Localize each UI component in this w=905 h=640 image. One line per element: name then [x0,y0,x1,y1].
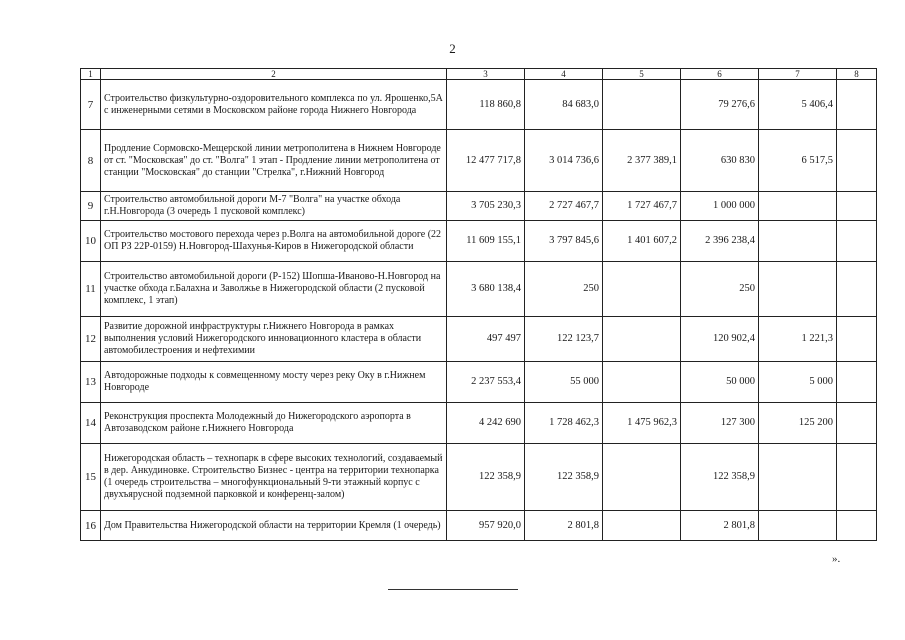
column-header: 7 [759,69,837,80]
value-cell-col4: 250 [525,262,603,317]
value-cell-col6: 120 902,4 [681,317,759,362]
value-cell-col6: 1 000 000 [681,192,759,221]
value-cell-col8 [837,80,877,130]
value-cell-col4: 2 801,8 [525,511,603,541]
project-name-cell: Развитие дорожной инфраструктуры г.Нижнего Новгорода в рамках выполнения условий Нижегородского инновационного кластера в области автомобилестроения и нефтехимии [101,317,447,362]
row-number-cell: 12 [81,317,101,362]
column-header: 8 [837,69,877,80]
value-cell-col7 [759,262,837,317]
value-cell-col4: 3 014 736,6 [525,130,603,192]
value-cell-col7 [759,511,837,541]
project-name-cell: Строительство мостового перехода через р.Волга на автомобильной дороге (22 ОП РЗ 22Р-0159) Н.Новгород-Шахунья-Киров в Нижегородской области [101,221,447,262]
table-body [81,69,877,541]
column-header: 3 [447,69,525,80]
value-cell-col4: 2 727 467,7 [525,192,603,221]
value-cell-col3: 497 497 [447,317,525,362]
value-cell-col4: 122 123,7 [525,317,603,362]
budget-table [80,68,877,541]
row-number-cell: 10 [81,221,101,262]
table-row [81,362,877,403]
value-cell-col3: 2 237 553,4 [447,362,525,403]
row-number-cell: 8 [81,130,101,192]
value-cell-col4: 122 358,9 [525,444,603,511]
value-cell-col8 [837,317,877,362]
project-name-cell: Строительство физкультурно-оздоровительного комплекса по ул. Ярошенко,5А с инженерными сетями в Московском районе города Нижнего Новгорода [101,80,447,130]
project-name-cell: Нижегородская область – технопарк в сфере высоких технологий, создаваемый в дер. Анкудиновке. Строительство Бизнес - центра на территории технопарка (1 очередь строительства – многофункциональный 9-ти этажный корпус с двухъярусной подземной парковкой и конференц-залом) [101,444,447,511]
closing-quote-mark: ». [832,553,841,565]
column-header-row [81,69,877,80]
value-cell-col5 [603,511,681,541]
row-number-cell: 16 [81,511,101,541]
table-row [81,262,877,317]
value-cell-col8 [837,444,877,511]
value-cell-col5 [603,317,681,362]
project-name-cell: Реконструкция проспекта Молодежный до Нижегородского аэропорта в Автозаводском районе г.Нижнего Новгорода [101,403,447,444]
value-cell-col5 [603,80,681,130]
column-header: 6 [681,69,759,80]
value-cell-col3: 3 680 138,4 [447,262,525,317]
value-cell-col3: 12 477 717,8 [447,130,525,192]
page-number: 2 [449,41,456,56]
value-cell-col5 [603,262,681,317]
table-row [81,511,877,541]
value-cell-col5 [603,444,681,511]
table-row [81,80,877,130]
value-cell-col4: 1 728 462,3 [525,403,603,444]
value-cell-col4: 3 797 845,6 [525,221,603,262]
project-name-cell: Строительство автомобильной дороги М-7 "Волга" на участке обхода г.Н.Новгорода (3 очередь 1 пусковой комплекс) [101,192,447,221]
value-cell-col8 [837,511,877,541]
value-cell-col7: 5 406,4 [759,80,837,130]
project-name-cell: Строительство автомобильной дороги (Р-152) Шопша-Иваново-Н.Новгород на участке обхода г.Балахна и Заволжье в Нижегородской области (2 пусковой комплекс, 1 этап) [101,262,447,317]
project-name-cell: Автодорожные подходы к совмещенному мосту через реку Оку в г.Нижнем Новгороде [101,362,447,403]
project-name-cell: Дом Правительства Нижегородской области на территории Кремля (1 очередь) [101,511,447,541]
value-cell-col5 [603,362,681,403]
value-cell-col3: 957 920,0 [447,511,525,541]
table-row [81,403,877,444]
value-cell-col8 [837,221,877,262]
value-cell-col8 [837,262,877,317]
row-number-cell: 9 [81,192,101,221]
value-cell-col3: 3 705 230,3 [447,192,525,221]
value-cell-col6: 79 276,6 [681,80,759,130]
value-cell-col7: 6 517,5 [759,130,837,192]
value-cell-col4: 55 000 [525,362,603,403]
value-cell-col5: 1 727 467,7 [603,192,681,221]
value-cell-col6: 122 358,9 [681,444,759,511]
table-row [81,444,877,511]
column-header: 4 [525,69,603,80]
value-cell-col7 [759,192,837,221]
row-number-cell: 15 [81,444,101,511]
value-cell-col6: 2 396 238,4 [681,221,759,262]
row-number-cell: 7 [81,80,101,130]
value-cell-col8 [837,130,877,192]
value-cell-col7 [759,221,837,262]
project-name-cell: Продление Сормовско-Мещерской линии метрополитена в Нижнем Новгороде от ст. "Московская" до ст. "Волга" 1 этап - Продление линии метрополитена от станции "Московская" до станции "Стрелка", г.Нижний Новгород [101,130,447,192]
value-cell-col3: 11 609 155,1 [447,221,525,262]
value-cell-col6: 630 830 [681,130,759,192]
value-cell-col3: 118 860,8 [447,80,525,130]
value-cell-col4: 84 683,0 [525,80,603,130]
value-cell-col7: 125 200 [759,403,837,444]
footer-separator-line [388,589,518,590]
value-cell-col7: 1 221,3 [759,317,837,362]
table-row [81,130,877,192]
row-number-cell: 14 [81,403,101,444]
value-cell-col7: 5 000 [759,362,837,403]
table-row [81,221,877,262]
value-cell-col3: 4 242 690 [447,403,525,444]
value-cell-col3: 122 358,9 [447,444,525,511]
value-cell-col8 [837,403,877,444]
table-row [81,317,877,362]
value-cell-col5: 1 401 607,2 [603,221,681,262]
value-cell-col5: 1 475 962,3 [603,403,681,444]
column-header: 5 [603,69,681,80]
value-cell-col6: 250 [681,262,759,317]
table-row [81,192,877,221]
value-cell-col6: 50 000 [681,362,759,403]
value-cell-col6: 127 300 [681,403,759,444]
column-header: 2 [101,69,447,80]
value-cell-col6: 2 801,8 [681,511,759,541]
value-cell-col8 [837,192,877,221]
value-cell-col8 [837,362,877,403]
value-cell-col5: 2 377 389,1 [603,130,681,192]
column-header: 1 [81,69,101,80]
row-number-cell: 13 [81,362,101,403]
row-number-cell: 11 [81,262,101,317]
value-cell-col7 [759,444,837,511]
